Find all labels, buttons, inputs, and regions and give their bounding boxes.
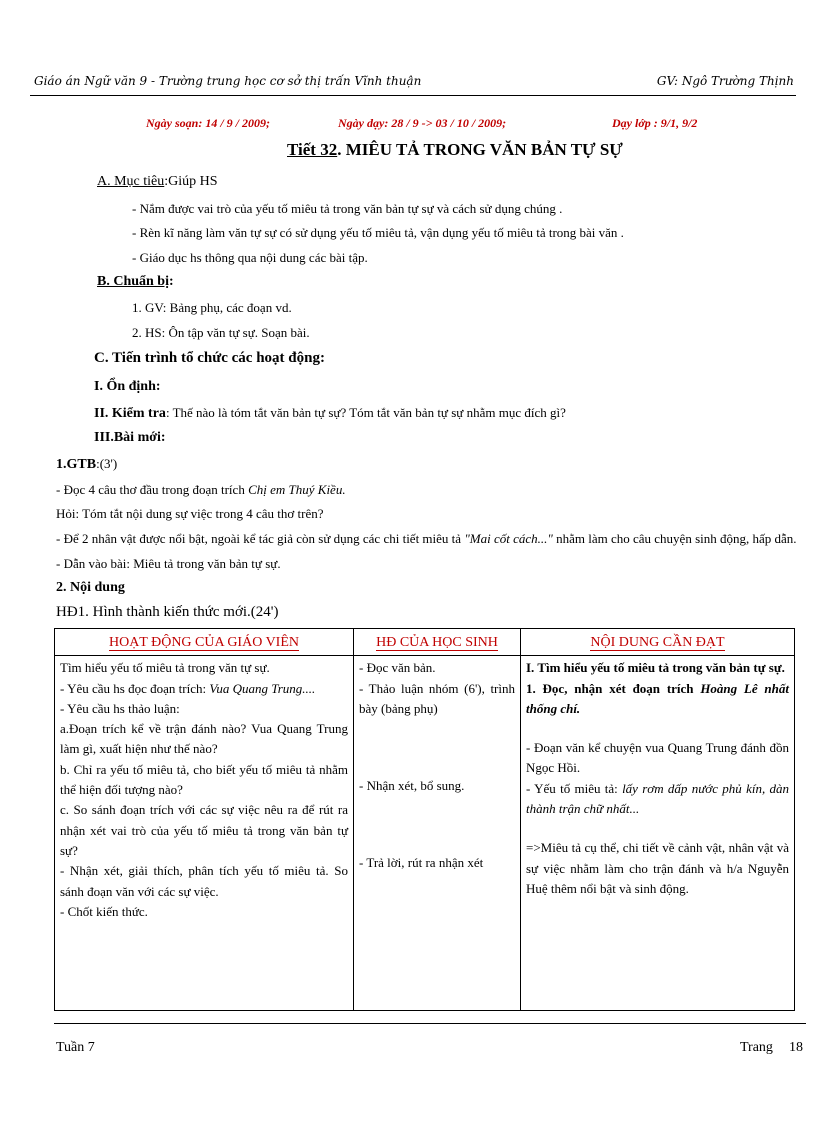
gtb bbox=[56, 456, 117, 473]
footer-rule bbox=[54, 1023, 806, 1024]
header-hs bbox=[354, 629, 521, 656]
gv-line-2-title: Vua Quang Trung.... bbox=[209, 680, 316, 696]
gv-line-7: - Nhận xét, giải thích, phân tích yếu tố miêu tả. So sánh đoạn văn với các sự việc. bbox=[60, 863, 348, 899]
hs-line-3: - Nhận xét, bổ sung. bbox=[359, 778, 465, 794]
section-a-suffix: :Giúp HS bbox=[164, 174, 218, 189]
intro-line-1-text: - Đọc 4 câu thơ đầu trong đoạn trích bbox=[56, 482, 249, 497]
gtb-text: :(3') bbox=[96, 456, 118, 471]
gv-line-6: c. So sánh đoạn trích với các sự việc nêu ra để rút ra nhận xét vai trò của yếu tố miêu tả trong văn bản tự sự? bbox=[60, 802, 348, 858]
kiem-tra bbox=[94, 405, 566, 422]
hs-gap-4 bbox=[359, 796, 515, 815]
nd-line-2 bbox=[526, 679, 789, 720]
title-name: . MIÊU TẢ TRONG VĂN BẢN TỰ SỰ bbox=[337, 140, 623, 159]
section-a-item-1: - Nắm được vai trò của yếu tố miêu tả trong văn bản tự sự và cách sử dụng chúng . bbox=[132, 201, 563, 216]
section-a-heading bbox=[97, 174, 218, 190]
hs-line-1: - Đọc văn bản. bbox=[359, 660, 436, 676]
nd-line-1: I. Tìm hiểu yếu tố miêu tả trong văn bản tự sự. bbox=[526, 660, 785, 676]
section-a-item-3: - Giáo dục hs thông qua nội dung các bài tập. bbox=[132, 250, 368, 265]
hs-gap-6 bbox=[359, 834, 515, 853]
section-b-heading bbox=[97, 274, 174, 290]
hd1-heading: HĐ1. Hình thành kiến thức mới.(24') bbox=[56, 604, 279, 620]
day-lop: Dạy lớp : 9/1, 9/2 bbox=[612, 116, 698, 130]
section-b-label: B. Chuẩn bị bbox=[97, 274, 169, 289]
cell-hs bbox=[354, 656, 521, 1011]
nd-line-3: - Đoạn văn kể chuyện vua Quang Trung đánh đồn Ngọc Hồi. bbox=[526, 740, 789, 776]
hs-gap-5 bbox=[359, 815, 515, 834]
noi-dung-heading: 2. Nội dung bbox=[56, 580, 125, 595]
nd-line-2-title: Hoàng Lê nhất thống chí. bbox=[526, 680, 789, 716]
gtb-label: 1.GTB bbox=[56, 457, 97, 472]
hs-line-4: - Trả lời, rút ra nhận xét bbox=[359, 855, 484, 871]
title-tiet: Tiết 32 bbox=[287, 140, 338, 159]
gv-line-8: - Chốt kiến thức. bbox=[60, 903, 148, 919]
intro-line-3-text: - Để 2 nhân vật được nổi bật, ngoài kể tác giả còn sử dụng các chi tiết miêu tả bbox=[56, 531, 465, 546]
footer-page-number: 18 bbox=[789, 1040, 803, 1055]
ngay-soan: Ngày soạn: 14 / 9 / 2009; bbox=[146, 116, 270, 130]
gv-line-2-text: - Yêu cầu hs đọc đoạn trích: bbox=[60, 680, 210, 696]
kiem-tra-label: II. Kiểm tra bbox=[94, 406, 166, 421]
header-gv bbox=[55, 629, 354, 656]
footer-week: Tuần 7 bbox=[56, 1040, 95, 1055]
intro-line-2: Hỏi: Tóm tắt nội dung sự việc trong 4 câu thơ trên? bbox=[56, 506, 324, 521]
footer-page-label: Trang bbox=[740, 1040, 773, 1055]
nd-gap-2 bbox=[526, 819, 789, 838]
header-nd-label: NỘI DUNG CẦN ĐẠT bbox=[590, 635, 725, 650]
cell-gv bbox=[55, 656, 354, 1011]
gv-line-1: Tìm hiểu yếu tố miêu tả trong văn tự sự. bbox=[60, 660, 270, 676]
gv-line-5: b. Chỉ ra yếu tố miêu tả, cho biết yếu tố miêu tả nhằm thể hiện đối tượng nào? bbox=[60, 761, 348, 798]
nd-line-4-text: - Yếu tố miêu tả: bbox=[526, 780, 623, 796]
gv-line-3: - Yêu cầu hs thảo luận: bbox=[60, 700, 180, 716]
section-b-item-1: 1. GV: Bảng phụ, các đoạn vd. bbox=[132, 300, 292, 315]
nd-line-5: =>Miêu tả cụ thể, chi tiết về cảnh vật, nhân vật và sự việc nhằm làm cho trận đánh và h/a Nguyễn Huệ thêm nổi bật và sinh động. bbox=[526, 840, 789, 896]
intro-line-1-title: Chị em Thuý Kiều. bbox=[248, 482, 346, 497]
table-header-row bbox=[55, 629, 795, 656]
header-rule bbox=[30, 95, 796, 96]
nd-line-4-quote: lấy rơm dấp nước phủ kín, dàn thành trận chữ nhất... bbox=[526, 780, 789, 817]
page-title bbox=[287, 140, 623, 160]
header-nd bbox=[521, 629, 795, 656]
cell-nd bbox=[521, 656, 795, 1011]
nd-gap-1 bbox=[526, 719, 789, 738]
gv-line-4: a.Đoạn trích kể về trận đánh nào? Vua Quang Trung làm gì, xuất hiện như thế nào? bbox=[60, 721, 348, 757]
bai-moi: III.Bài mới: bbox=[94, 430, 166, 445]
intro-line-3-post: nhằm làm cho câu chuyện sinh động, hấp dẫn. bbox=[552, 531, 797, 546]
section-c-heading: C. Tiến trình tổ chức các hoạt động: bbox=[94, 350, 325, 366]
nd-line-4 bbox=[526, 779, 789, 820]
header-left: Giáo án Ngữ văn 9 - Trường trung học cơ sở thị trấn Vĩnh thuận bbox=[34, 74, 422, 88]
intro-line-3 bbox=[56, 531, 797, 547]
hs-line-2: - Thảo luận nhóm (6'), trình bày (bảng phụ) bbox=[359, 680, 515, 716]
intro-line-3-quote: "Mai cốt cách..." bbox=[464, 531, 553, 546]
hs-gap-2 bbox=[359, 738, 515, 757]
section-a-label: A. Mục tiêu bbox=[97, 174, 165, 189]
table-row bbox=[55, 656, 795, 1011]
header-right: GV: Ngô Trường Thịnh bbox=[656, 74, 794, 88]
intro-line-1 bbox=[56, 482, 346, 498]
header-gv-label: HOẠT ĐỘNG CỦA GIÁO VIÊN bbox=[108, 635, 300, 650]
hs-gap-3 bbox=[359, 757, 515, 776]
kiem-tra-text: : Thế nào là tóm tắt văn bản tự sự? Tóm tắt văn bản tự sự nhằm mục đích gì? bbox=[165, 405, 566, 420]
section-b-suffix: : bbox=[168, 274, 174, 289]
gv-line-2 bbox=[60, 679, 348, 699]
ngay-day: Ngày dạy: 28 / 9 -> 03 / 10 / 2009; bbox=[338, 116, 507, 130]
intro-line-4: - Dẫn vào bài: Miêu tả trong văn bản tự sự. bbox=[56, 556, 281, 571]
lesson-table bbox=[54, 628, 795, 1011]
on-dinh: I. Ổn định: bbox=[94, 379, 161, 394]
hs-gap-1 bbox=[359, 719, 515, 738]
nd-line-2-text: 1. Đọc, nhận xét đoạn trích bbox=[526, 680, 701, 696]
header-hs-label: HĐ CỦA HỌC SINH bbox=[376, 635, 498, 650]
section-a-item-2: - Rèn kĩ năng làm văn tự sự có sử dụng yếu tố miêu tả, vận dụng yếu tố miêu tả trong bài văn . bbox=[132, 225, 624, 240]
section-b-item-2: 2. HS: Ôn tập văn tự sự. Soạn bài. bbox=[132, 325, 310, 340]
